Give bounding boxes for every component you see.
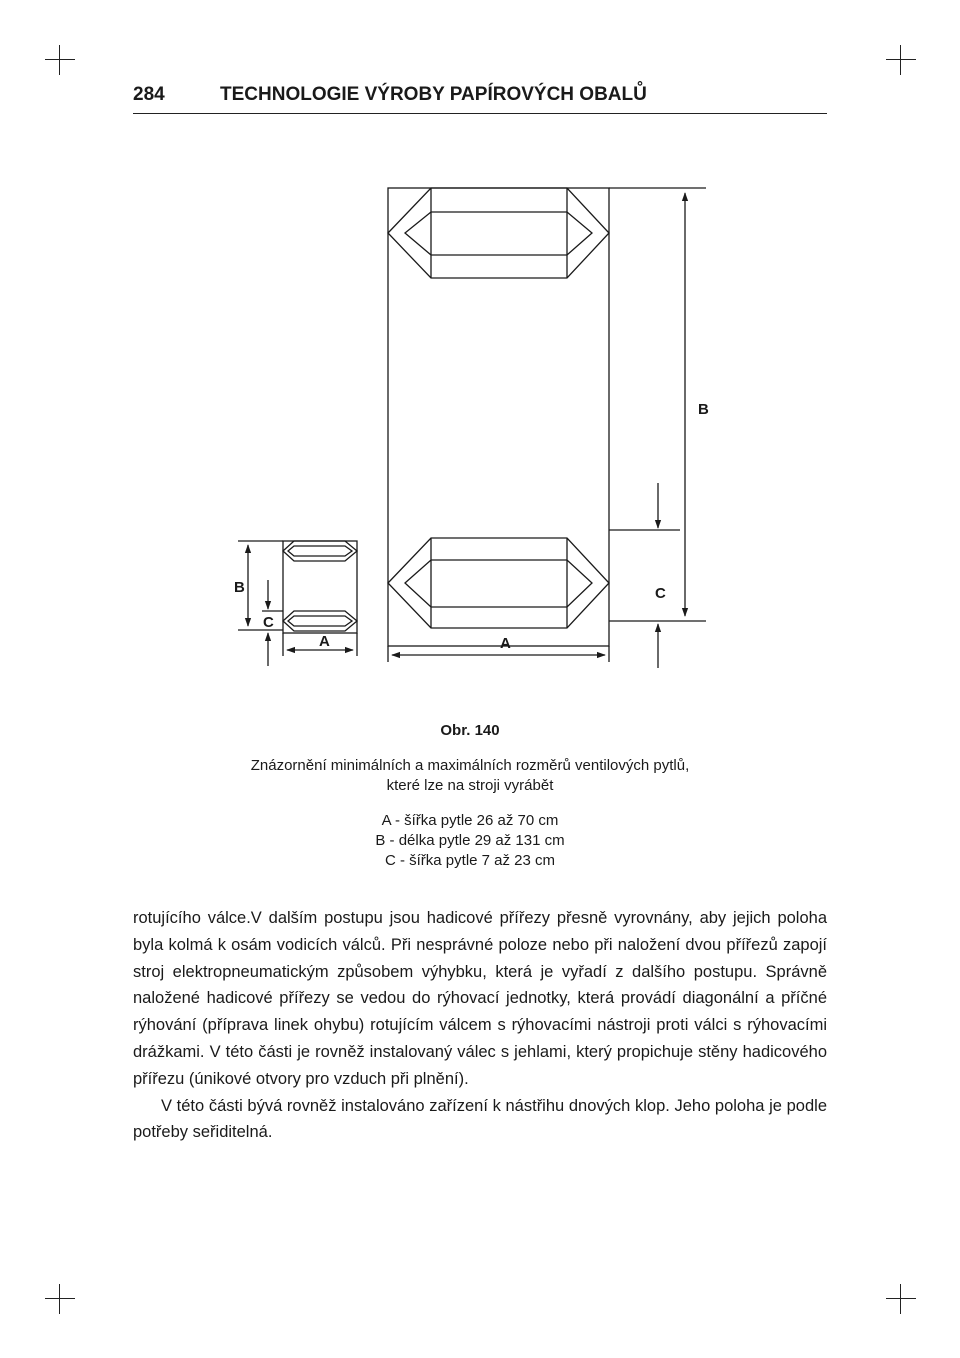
figure-caption-line2: které lze na stroji vyrábět [386, 777, 554, 794]
label-large-length: B [698, 401, 709, 418]
label-small-length: B [234, 579, 245, 596]
body-paragraph-2: V této části bývá rovněž instalováno zařízení k nástřihu dnových klop. Jeho poloha je podle potřeby seřiditelná. [133, 1096, 827, 1142]
figure-legend-c: C - šířka pytle 7 až 23 cm [384, 852, 556, 869]
large-bag-outline [388, 188, 609, 646]
crop-mark-bottom-left [45, 1284, 75, 1314]
body-text [133, 905, 827, 1146]
small-bag-top-valve [283, 541, 357, 561]
label-large-width: A [500, 635, 511, 652]
label-small-width: A [319, 633, 330, 650]
figure-caption-line1: Znázornění minimálních a maximálních rozměrů ventilových pytlů, [250, 757, 690, 774]
page-number: 284 [133, 84, 165, 105]
large-bag-bottom-valve [388, 538, 609, 628]
label-large-bottom: C [655, 585, 666, 602]
body-paragraph-1: rotujícího válce.V dalším postupu jsou hadicové přířezy přesně vyrovnány, aby jejich poloha byla kolmá k osám vodicích válců. Při nesprávné poloze nebo při naložení dvou přířezů zapojí stroj elektropneumatickým způsobem výhybku, která je vyřadí z dalšího postupu. Správně naložené hadicové přířezy se vedou do rýhovací jednotky, která provádí diagonální a příčné rýhování (příprava linek ohybu) rotujícím válcem s rýhovacími nástroji proti válci s rýhovacími drážkami. V této části je rovněž instalovaný válec s jehlami, který propichuje stěny hadicového přířezu (únikové otvory pro vzduch při plnění). [133, 909, 827, 1088]
running-header-title: TECHNOLOGIE VÝROBY PAPÍROVÝCH OBALŮ [220, 84, 647, 105]
figure-legend-b: B - délka pytle 29 až 131 cm [375, 832, 565, 849]
small-bag-bottom-valve [283, 611, 357, 631]
figure-legend-a: A - šířka pytle 26 až 70 cm [381, 812, 559, 829]
large-bag-top-valve [388, 188, 609, 278]
figure-caption-title: Obr. 140 [440, 722, 500, 739]
crop-mark-bottom-right [886, 1284, 916, 1314]
label-small-bottom: C [263, 614, 274, 631]
